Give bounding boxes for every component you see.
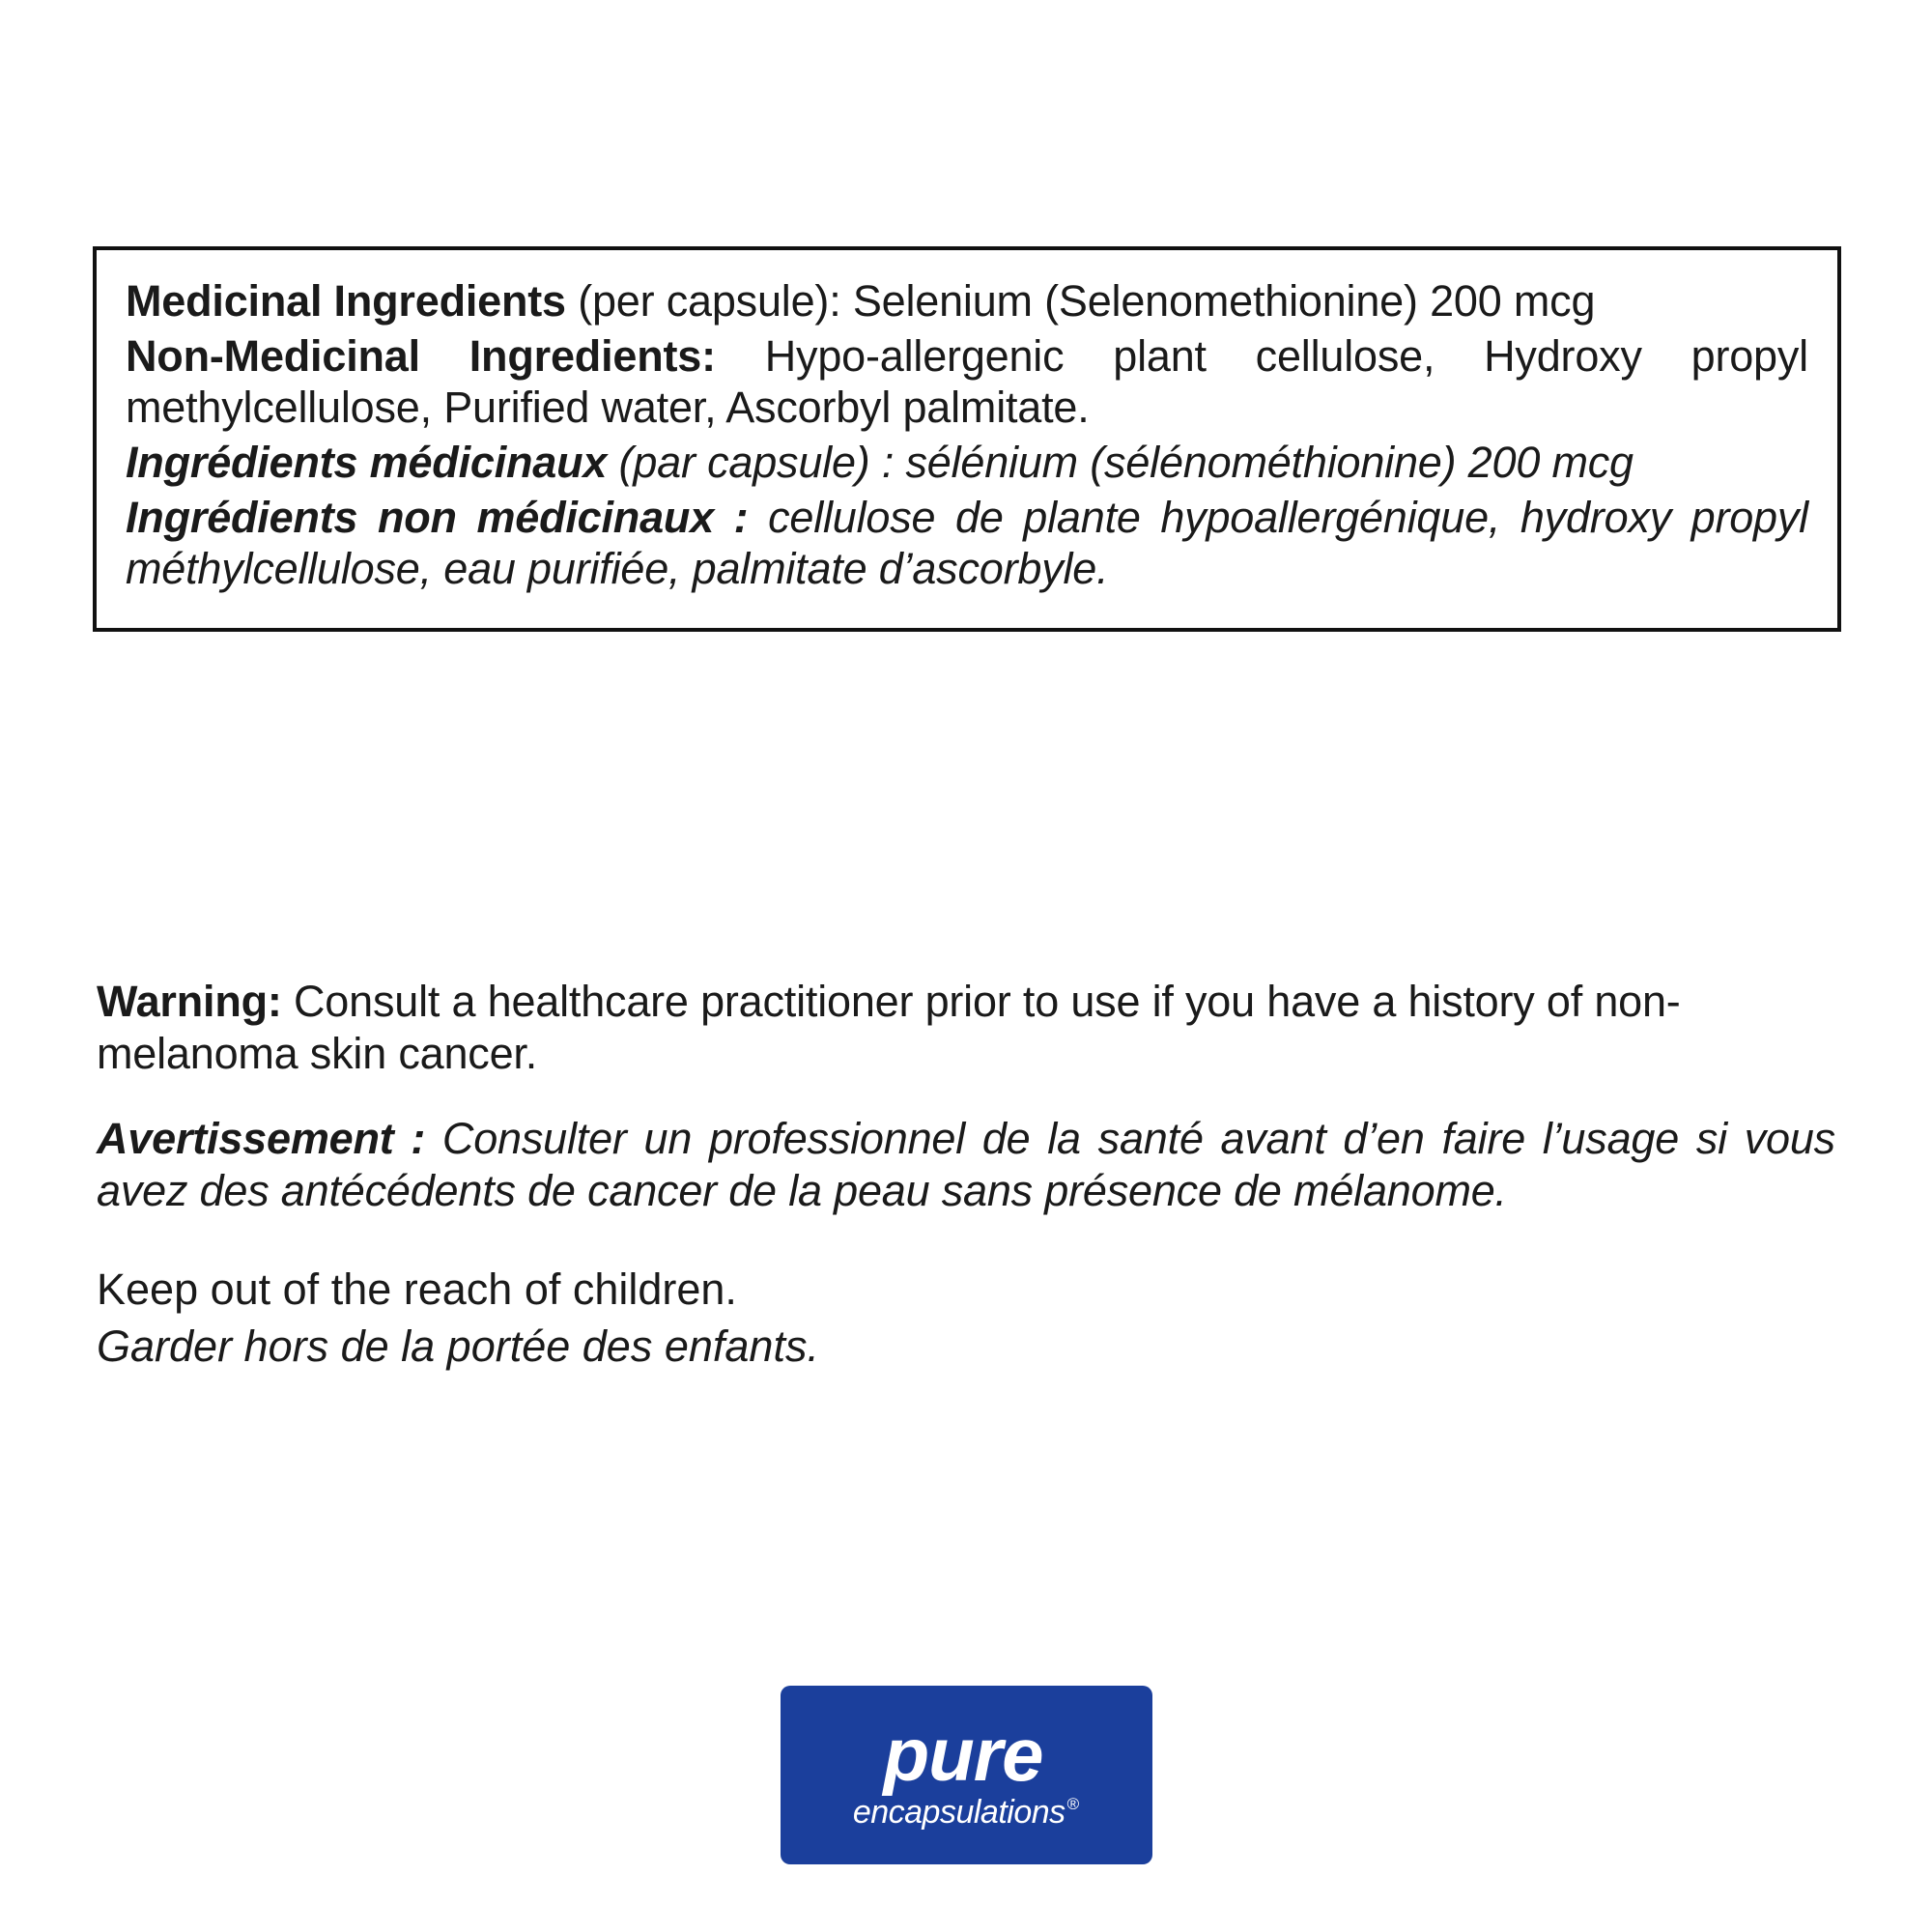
keep-out-of-reach-block (97, 1262, 1835, 1375)
medicinal-ingredients-fr-body: sélénium (sélénométhionine) 200 mcg (905, 438, 1634, 488)
medicinal-ingredients-en-qualifier: (per capsule): (565, 276, 853, 326)
warning-en-body: Consult a healthcare practitioner prior to use if you have a history of non-melanoma skin cancer. (97, 977, 1681, 1078)
non-medicinal-ingredients-fr (126, 492, 1808, 594)
medicinal-ingredients-en (126, 275, 1808, 327)
ingredients-panel (93, 246, 1841, 632)
keep-out-of-reach-fr: Garder hors de la portée des enfants. (97, 1321, 819, 1371)
non-medicinal-ingredients-fr-body: cellulose de plante hypoallergénique, hydroxy propyl méthylcellulose, eau purifiée, palmitate d’ascorbyle. (126, 493, 1808, 594)
warning-fr-body: Consulter un professionnel de la santé avant d’en faire l’usage si vous avez des antécédents de cancer de la peau sans présence de mélanome. (97, 1114, 1835, 1215)
brand-logo (781, 1686, 1152, 1864)
warning-en-heading: Warning: (97, 977, 282, 1026)
non-medicinal-ingredients-fr-heading: Ingrédients non médicinaux : (126, 493, 749, 543)
brand-name-sub-row (853, 1794, 1079, 1832)
non-medicinal-ingredients-en-heading: Non-Medicinal Ingredients: (126, 331, 716, 382)
warnings-section (97, 976, 1835, 1375)
brand-name-sub: encapsulations (852, 1794, 1065, 1832)
non-medicinal-ingredients-en-body: Hypo-allergenic plant cellulose, Hydroxy propyl methylcellulose, Purified water, Ascorbyl palmitate. (126, 331, 1808, 433)
warning-fr (97, 1113, 1835, 1217)
keep-out-of-reach-en: Keep out of the reach of children. (97, 1264, 737, 1314)
registered-trademark-icon: ® (1066, 1795, 1080, 1814)
medicinal-ingredients-fr-qualifier: (par capsule) : (607, 438, 906, 488)
non-medicinal-ingredients-en (126, 330, 1808, 433)
medicinal-ingredients-en-body: Selenium (Selenomethionine) 200 mcg (852, 276, 1596, 326)
warning-en (97, 976, 1835, 1080)
brand-logo-wrapper (0, 1686, 1932, 1864)
brand-name-main: pure (883, 1711, 1043, 1797)
medicinal-ingredients-fr-heading: Ingrédients médicinaux (126, 438, 608, 488)
medicinal-ingredients-en-heading: Medicinal Ingredients (126, 276, 566, 326)
warning-fr-heading: Avertissement : (97, 1114, 426, 1163)
medicinal-ingredients-fr (126, 437, 1808, 488)
